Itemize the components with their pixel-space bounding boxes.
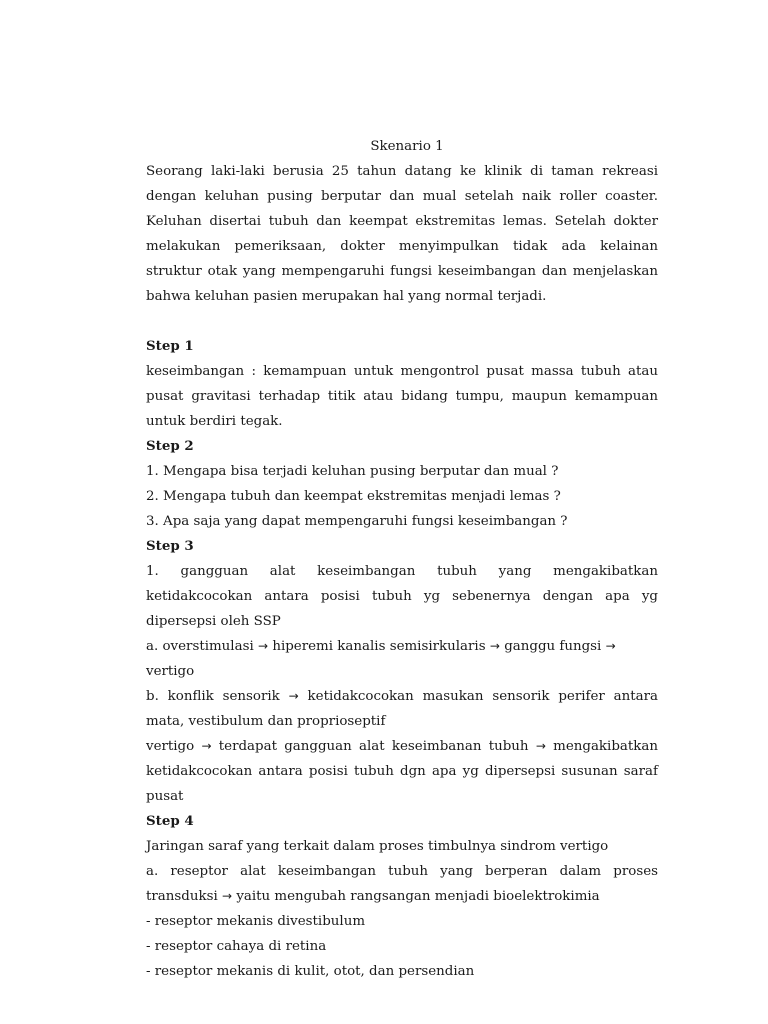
step2-item-3: 3. Apa saja yang dapat mempengaruhi fungsi keseimbangan ? [146,514,568,529]
step3-item-b [146,684,658,734]
right-arrow-icon: → [258,639,269,653]
step3-vertigo-line [146,734,658,809]
step3-item-a [146,634,658,684]
step3-point1: 1. gangguan alat keseimbangan tubuh yang mengakibatkan ketidakcocokan antara posisi tubuh yg sebenernya dengan apa yg dipersepsi oleh SSP [146,564,658,629]
step3-a-part4: vertigo [146,664,195,679]
step4-heading: Step 4 [146,813,194,829]
step3-b-part2: ketidakcocokan masukan sensorik perifer antara mata, vestibulum dan proprioseptif [146,689,658,729]
right-arrow-icon: → [489,639,500,653]
step4-list-item-2: - reseptor cahaya di retina [146,939,327,954]
step1-heading: Step 1 [146,338,194,354]
step3-vertigo-part2: terdapat gangguan alat keseimbanan tubuh [218,739,529,754]
right-arrow-icon: → [535,739,546,753]
right-arrow-icon: → [288,689,299,703]
step3-a-part3: ganggu fungsi [504,639,602,654]
right-arrow-icon: → [222,889,233,903]
step3-a-part1: a. overstimulasi [146,639,254,654]
step3-a-part2: hiperemi kanalis semisirkularis [272,639,486,654]
step4-list-item-1: - reseptor mekanis divestibulum [146,914,366,929]
step3-vertigo-part1: vertigo [146,739,195,754]
spacer [146,309,658,334]
step2-item-1: 1. Mengapa bisa terjadi keluhan pusing berputar dan mual ? [146,464,559,479]
step4-item-a [146,859,658,909]
document-page [146,134,658,984]
step2-heading: Step 2 [146,438,194,454]
right-arrow-icon: → [605,639,616,653]
step2-item-2: 2. Mengapa tubuh dan keempat ekstremitas menjadi lemas ? [146,489,561,504]
step4-intro: Jaringan saraf yang terkait dalam proses timbulnya sindrom vertigo [146,839,609,854]
step3-b-part1: b. konflik sensorik [146,689,280,704]
scenario-paragraph: Seorang laki-laki berusia 25 tahun datang ke klinik di taman rekreasi dengan keluhan pusing berputar dan mual setelah naik roller coaster. Keluhan disertai tubuh dan keempat ekstremitas lemas. Setelah dokter melakukan pemeriksaan, dokter menyimpulkan tidak ada kelainan struktur otak yang mempengaruhi fungsi keseimbangan dan menjelaskan bahwa keluhan pasien merupakan hal yang normal terjadi. [146,164,658,304]
step4-a-part2: yaitu mengubah rangsangan menjadi bioelektrokimia [236,889,600,904]
step4-a-part1: a. reseptor alat keseimbangan tubuh yang berperan dalam proses transduksi [146,864,658,904]
right-arrow-icon: → [201,739,212,753]
document-title: Skenario 1 [370,139,444,154]
step4-list-item-3: - reseptor mekanis di kulit, otot, dan persendian [146,964,475,979]
step1-text: keseimbangan : kemampuan untuk mengontrol pusat massa tubuh atau pusat gravitasi terhadap titik atau bidang tumpu, maupun kemampuan untuk berdiri tegak. [146,364,658,429]
step3-vertigo-part3: mengakibatkan ketidakcocokan antara posisi tubuh dgn apa yg dipersepsi susunan saraf pusat [146,739,658,804]
step3-heading: Step 3 [146,538,194,554]
